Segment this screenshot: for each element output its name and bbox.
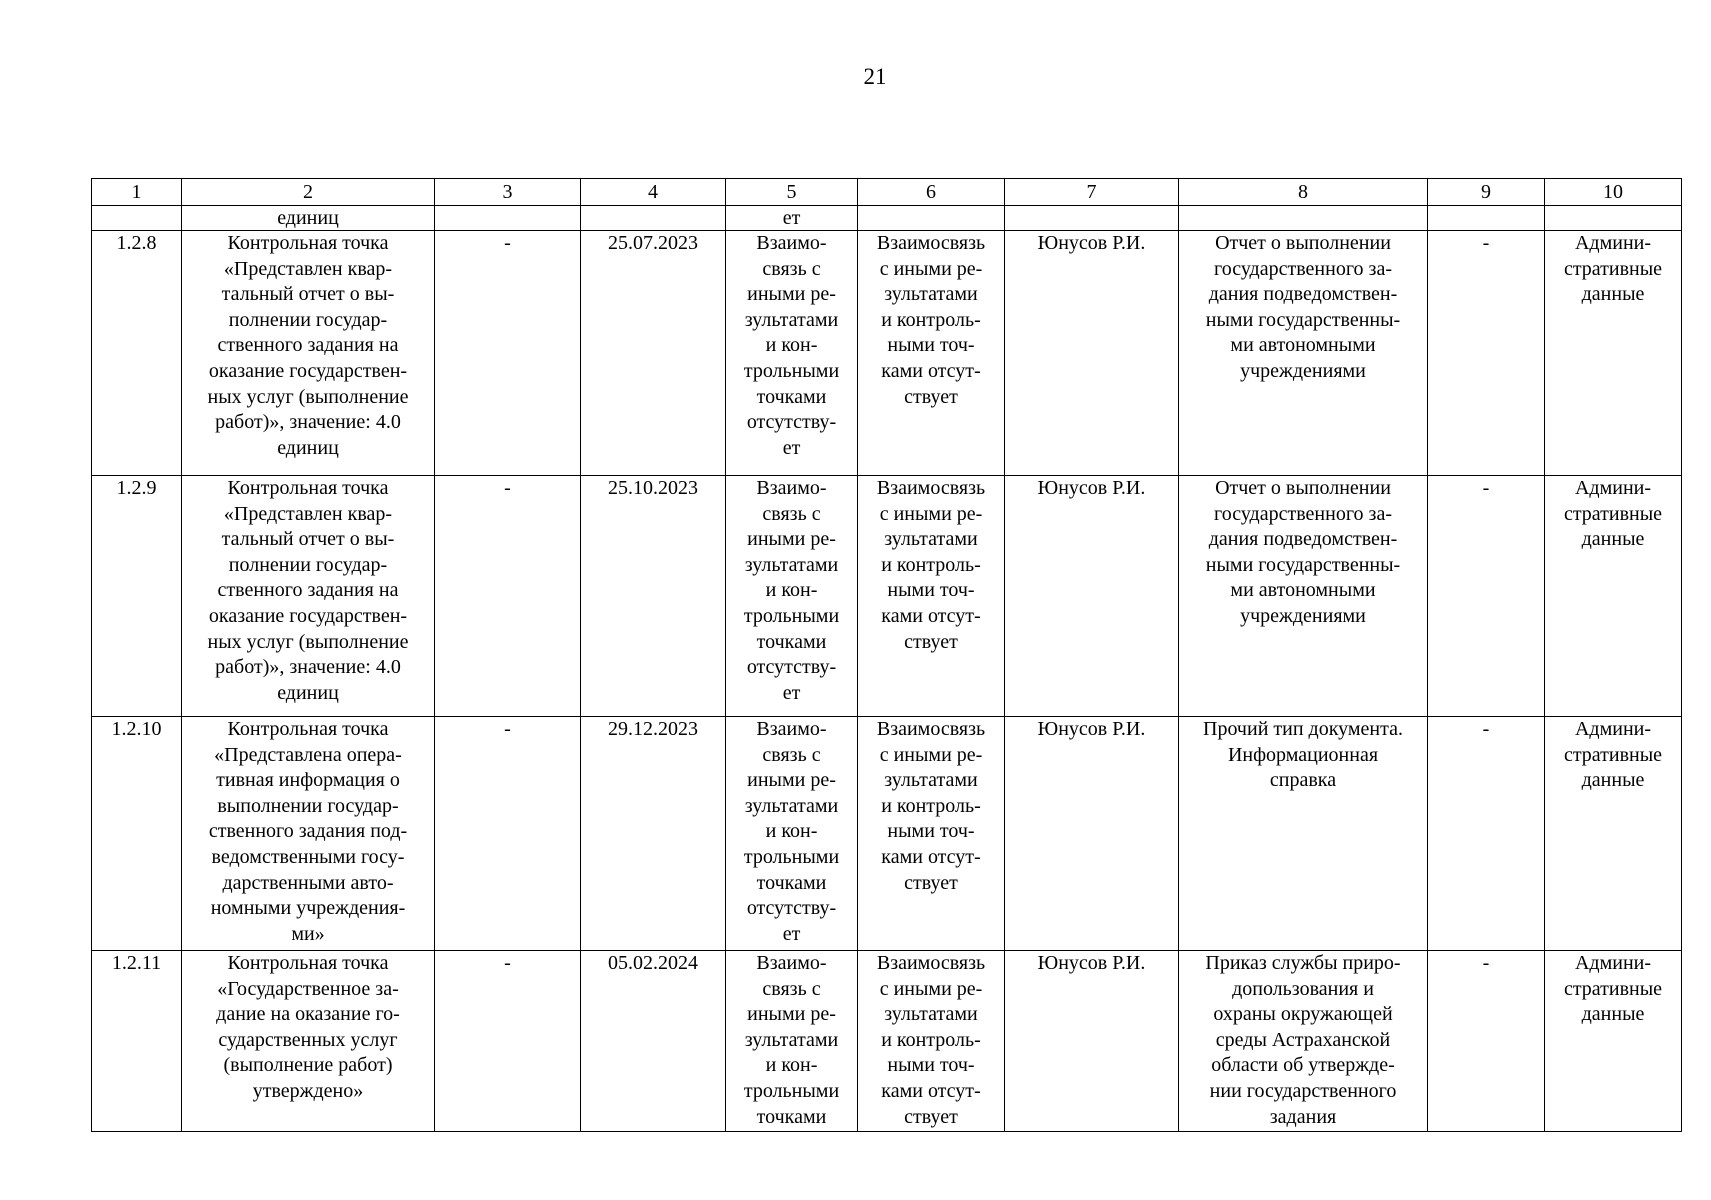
- cell-empty: [1545, 206, 1682, 231]
- cell-relation-alt: Взаимосвязь с иными ре- зультатами и контроль- ными точ- ками отсут- ствует: [858, 476, 1005, 717]
- cell-col3: -: [435, 717, 581, 951]
- cell-date: 25.10.2023: [581, 476, 726, 717]
- column-header: 5: [726, 179, 858, 206]
- cell-empty: [1005, 206, 1179, 231]
- cell-source: Админи- стративные данные: [1545, 231, 1682, 476]
- column-header: 9: [1428, 179, 1545, 206]
- cell-empty: [1428, 206, 1545, 231]
- cell-empty: [435, 206, 581, 231]
- cell-document: Отчет о выполнении государственного за- дания подведомствен- ными государственны- ми автономными учреждениями: [1179, 476, 1428, 717]
- cell-empty: [1179, 206, 1428, 231]
- cell-relation: Взаимо- связь с иными ре- зультатами и кон- трольными точками: [726, 951, 858, 1132]
- cell-empty: [92, 206, 182, 231]
- cell-link-continuation: ет: [726, 206, 858, 231]
- table-row: [92, 951, 1682, 1132]
- cell-document: Приказ службы приро- допользования и охраны окружающей среды Астраханской области об утвержде- нии государственного задания: [1179, 951, 1428, 1132]
- cell-number: 1.2.8: [92, 231, 182, 476]
- column-header: 1: [92, 179, 182, 206]
- cell-relation-alt: Взаимосвязь с иными ре- зультатами и контроль- ными точ- ками отсут- ствует: [858, 717, 1005, 951]
- column-header: 3: [435, 179, 581, 206]
- cell-source: Админи- стративные данные: [1545, 717, 1682, 951]
- cell-control-point: Контрольная точка «Представлен квар- тальный отчет о вы- полнении государ- ственного задания на оказание государствен- ных услуг (выполнение работ)», значение: 4.0 единиц: [182, 231, 435, 476]
- cell-document: Отчет о выполнении государственного за- дания подведомствен- ными государственны- ми автономными учреждениями: [1179, 231, 1428, 476]
- cell-responsible: Юнусов Р.И.: [1005, 231, 1179, 476]
- cell-relation: Взаимо- связь с иными ре- зультатами и кон- трольными точками отсутству- ет: [726, 231, 858, 476]
- column-header: 6: [858, 179, 1005, 206]
- cell-relation: Взаимо- связь с иными ре- зультатами и кон- трольными точками отсутству- ет: [726, 476, 858, 717]
- page-number: 21: [863, 64, 887, 89]
- column-header: 7: [1005, 179, 1179, 206]
- column-header: 10: [1545, 179, 1682, 206]
- column-number-row: [92, 179, 1682, 206]
- continuation-row: [92, 206, 1682, 231]
- cell-col3: -: [435, 476, 581, 717]
- cell-col9: -: [1428, 231, 1545, 476]
- cell-document: Прочий тип документа. Информационная справка: [1179, 717, 1428, 951]
- cell-control-point: Контрольная точка «Представлена опера- тивная информация о выполнении государ- ственного задания под- ведомственными госу- дарственными авто- номными учреждения- ми»: [182, 717, 435, 951]
- cell-number: 1.2.11: [92, 951, 182, 1132]
- cell-date: 05.02.2024: [581, 951, 726, 1132]
- cell-source: Админи- стративные данные: [1545, 951, 1682, 1132]
- cell-date: 25.07.2023: [581, 231, 726, 476]
- cell-responsible: Юнусов Р.И.: [1005, 717, 1179, 951]
- cell-col3: -: [435, 951, 581, 1132]
- cell-empty: [581, 206, 726, 231]
- column-header: 4: [581, 179, 726, 206]
- column-header: 2: [182, 179, 435, 206]
- cell-date: 29.12.2023: [581, 717, 726, 951]
- cell-col9: -: [1428, 476, 1545, 717]
- column-header: 8: [1179, 179, 1428, 206]
- cell-responsible: Юнусов Р.И.: [1005, 476, 1179, 717]
- cell-responsible: Юнусов Р.И.: [1005, 951, 1179, 1132]
- cell-source: Админи- стративные данные: [1545, 476, 1682, 717]
- cell-control-point: Контрольная точка «Государственное за- дание на оказание го- сударственных услуг (выполнение работ) утверждено»: [182, 951, 435, 1132]
- cell-col3: -: [435, 231, 581, 476]
- table-row: [92, 231, 1682, 476]
- cell-relation-alt: Взаимосвязь с иными ре- зультатами и контроль- ными точ- ками отсут- ствует: [858, 231, 1005, 476]
- cell-col9: -: [1428, 717, 1545, 951]
- cell-col9: -: [1428, 951, 1545, 1132]
- table-row: [92, 717, 1682, 951]
- cell-empty: [858, 206, 1005, 231]
- cell-relation-alt: Взаимосвязь с иными ре- зультатами и контроль- ными точ- ками отсут- ствует: [858, 951, 1005, 1132]
- cell-name-continuation: единиц: [182, 206, 435, 231]
- cell-number: 1.2.10: [92, 717, 182, 951]
- cell-number: 1.2.9: [92, 476, 182, 717]
- table-row: [92, 476, 1682, 717]
- control-points-table: [91, 178, 1682, 1132]
- cell-relation: Взаимо- связь с иными ре- зультатами и кон- трольными точками отсутству- ет: [726, 717, 858, 951]
- cell-control-point: Контрольная точка «Представлен квар- тальный отчет о вы- полнении государ- ственного задания на оказание государствен- ных услуг (выполнение работ)», значение: 4.0 единиц: [182, 476, 435, 717]
